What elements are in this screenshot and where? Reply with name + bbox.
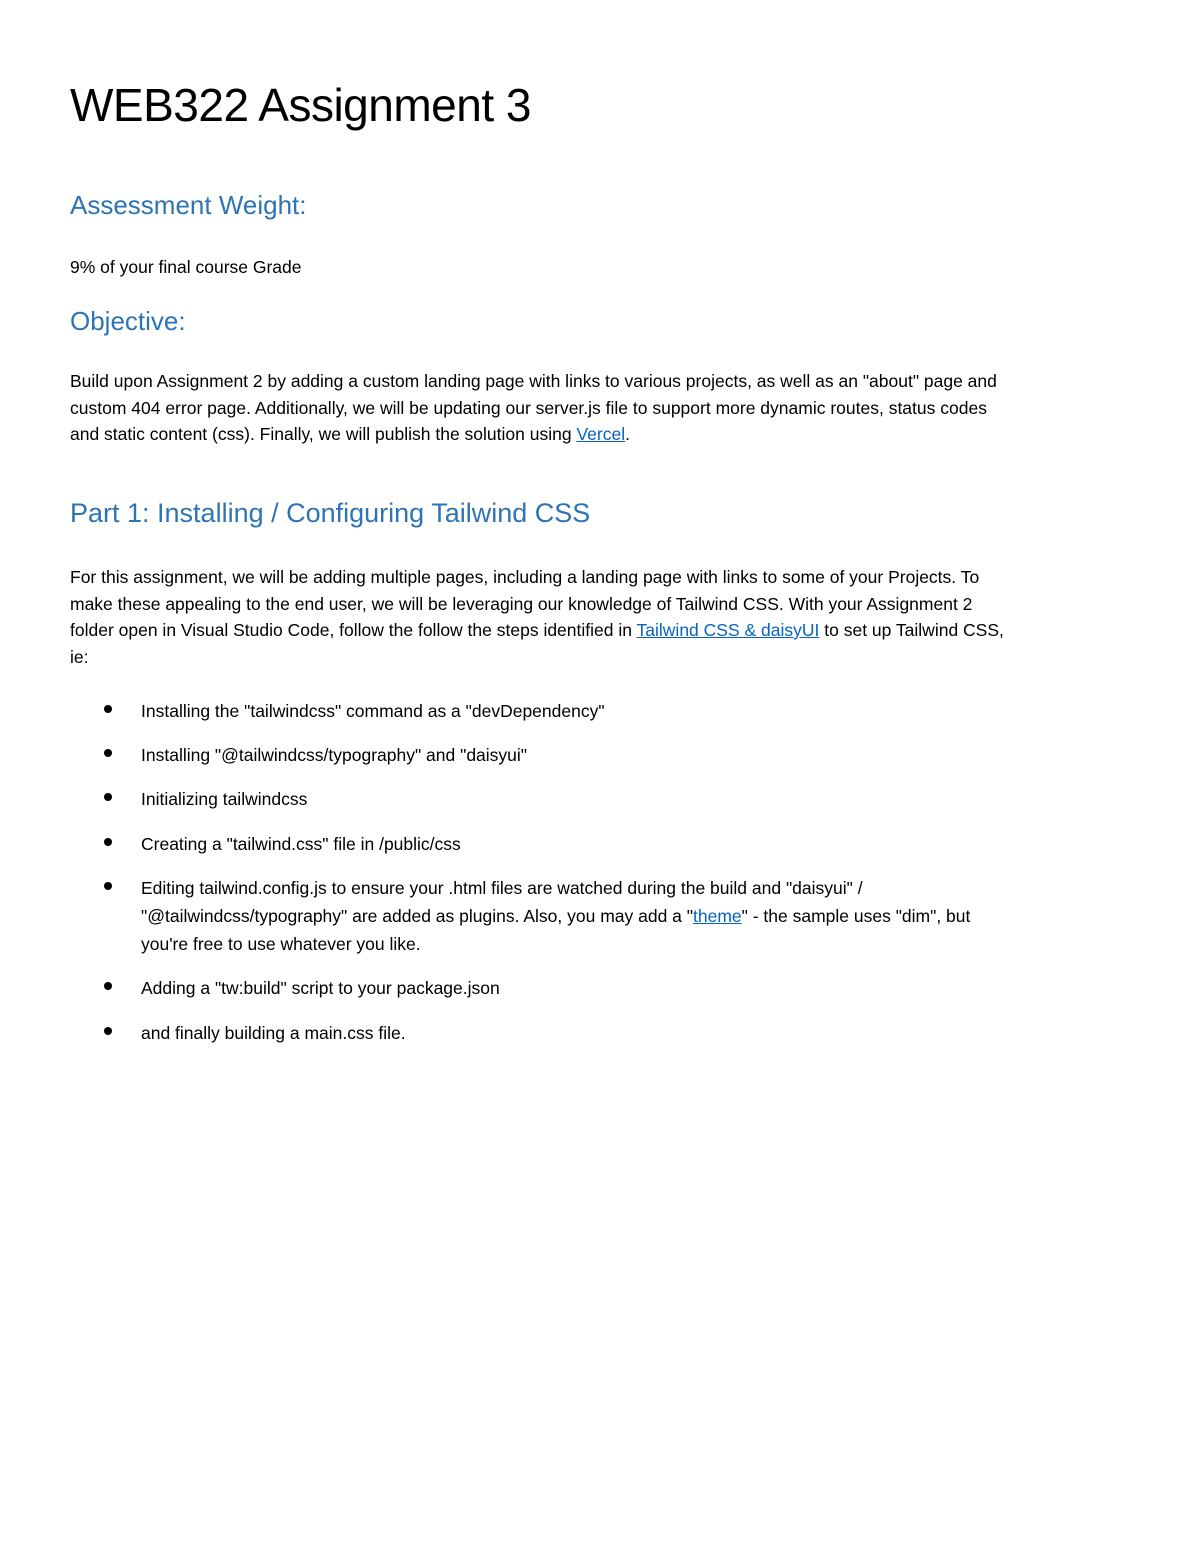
assessment-weight-text bbox=[70, 254, 1140, 281]
bullet-icon bbox=[104, 705, 112, 713]
part1-line-3-text: folder open in Visual Studio Code, follow the follow the steps identified in bbox=[70, 620, 637, 640]
bullet-icon bbox=[104, 1027, 112, 1035]
assessment-weight-value: 9% of your final course Grade bbox=[70, 257, 302, 277]
bullet5-line-2 bbox=[141, 902, 1141, 930]
bullet5-line-2-text: "@tailwindcss/typography" are added as plugins. Also, you may add a " bbox=[141, 906, 693, 926]
part1-line-4: ie: bbox=[70, 646, 89, 667]
list-item-text: Installing the "tailwindcss" command as a "devDependency" bbox=[141, 701, 605, 721]
part1-heading: Part 1: Installing / Configuring Tailwind CSS bbox=[70, 498, 591, 528]
list-item-text bbox=[141, 874, 1141, 958]
objective-line-3-end: . bbox=[625, 424, 630, 444]
objective-heading: Objective: bbox=[70, 306, 186, 336]
bullet5-line-1: Editing tailwind.config.js to ensure your .html files are watched during the build and "daisyui" / bbox=[141, 878, 863, 898]
bullet-icon bbox=[104, 982, 112, 990]
tailwind-daisyui-link[interactable]: Tailwind CSS & daisyUI bbox=[636, 620, 820, 640]
assessment-weight-heading: Assessment Weight: bbox=[70, 190, 307, 220]
objective-line-1: Build upon Assignment 2 by adding a custom landing page with links to various projects, as well as an "about" page and bbox=[70, 371, 997, 391]
objective-line-3 bbox=[70, 421, 1140, 448]
objective-line-2: custom 404 error page. Additionally, we will be updating our server.js file to support more dynamic routes, status codes bbox=[70, 397, 987, 418]
bullet-icon bbox=[104, 838, 112, 846]
vercel-link[interactable]: Vercel bbox=[576, 424, 626, 444]
objective-paragraph bbox=[70, 368, 1140, 448]
bullet5-line-3: you're free to use whatever you like. bbox=[141, 934, 421, 954]
bullet-icon bbox=[104, 882, 112, 890]
part1-line-3 bbox=[70, 617, 1140, 644]
list-item-text: Initializing tailwindcss bbox=[141, 789, 308, 809]
bullet-icon bbox=[104, 749, 112, 757]
part1-line-3-end: to set up Tailwind CSS, bbox=[819, 620, 1004, 640]
document-title: WEB322 Assignment 3 bbox=[70, 79, 531, 131]
part1-line-2: make these appealing to the end user, we will be leveraging our knowledge of Tailwind CSS. With your Assignment 2 bbox=[70, 593, 973, 614]
part1-paragraph bbox=[70, 564, 1140, 670]
theme-link[interactable]: theme bbox=[693, 906, 742, 926]
list-item-text: Creating a "tailwind.css" file in /public/css bbox=[141, 834, 461, 854]
list-item-text: Installing "@tailwindcss/typography" and "daisyui" bbox=[141, 745, 527, 765]
bullet-icon bbox=[104, 793, 112, 801]
objective-line-3-text: and static content (css). Finally, we will publish the solution using bbox=[70, 424, 577, 444]
list-item-text: and finally building a main.css file. bbox=[141, 1023, 406, 1043]
part1-line-1: For this assignment, we will be adding multiple pages, including a landing page with links to some of your Projects. To bbox=[70, 567, 980, 587]
bullet5-line-2-end: " - the sample uses "dim", but bbox=[741, 906, 971, 926]
list-item-text: Adding a "tw:build" script to your package.json bbox=[141, 978, 500, 998]
